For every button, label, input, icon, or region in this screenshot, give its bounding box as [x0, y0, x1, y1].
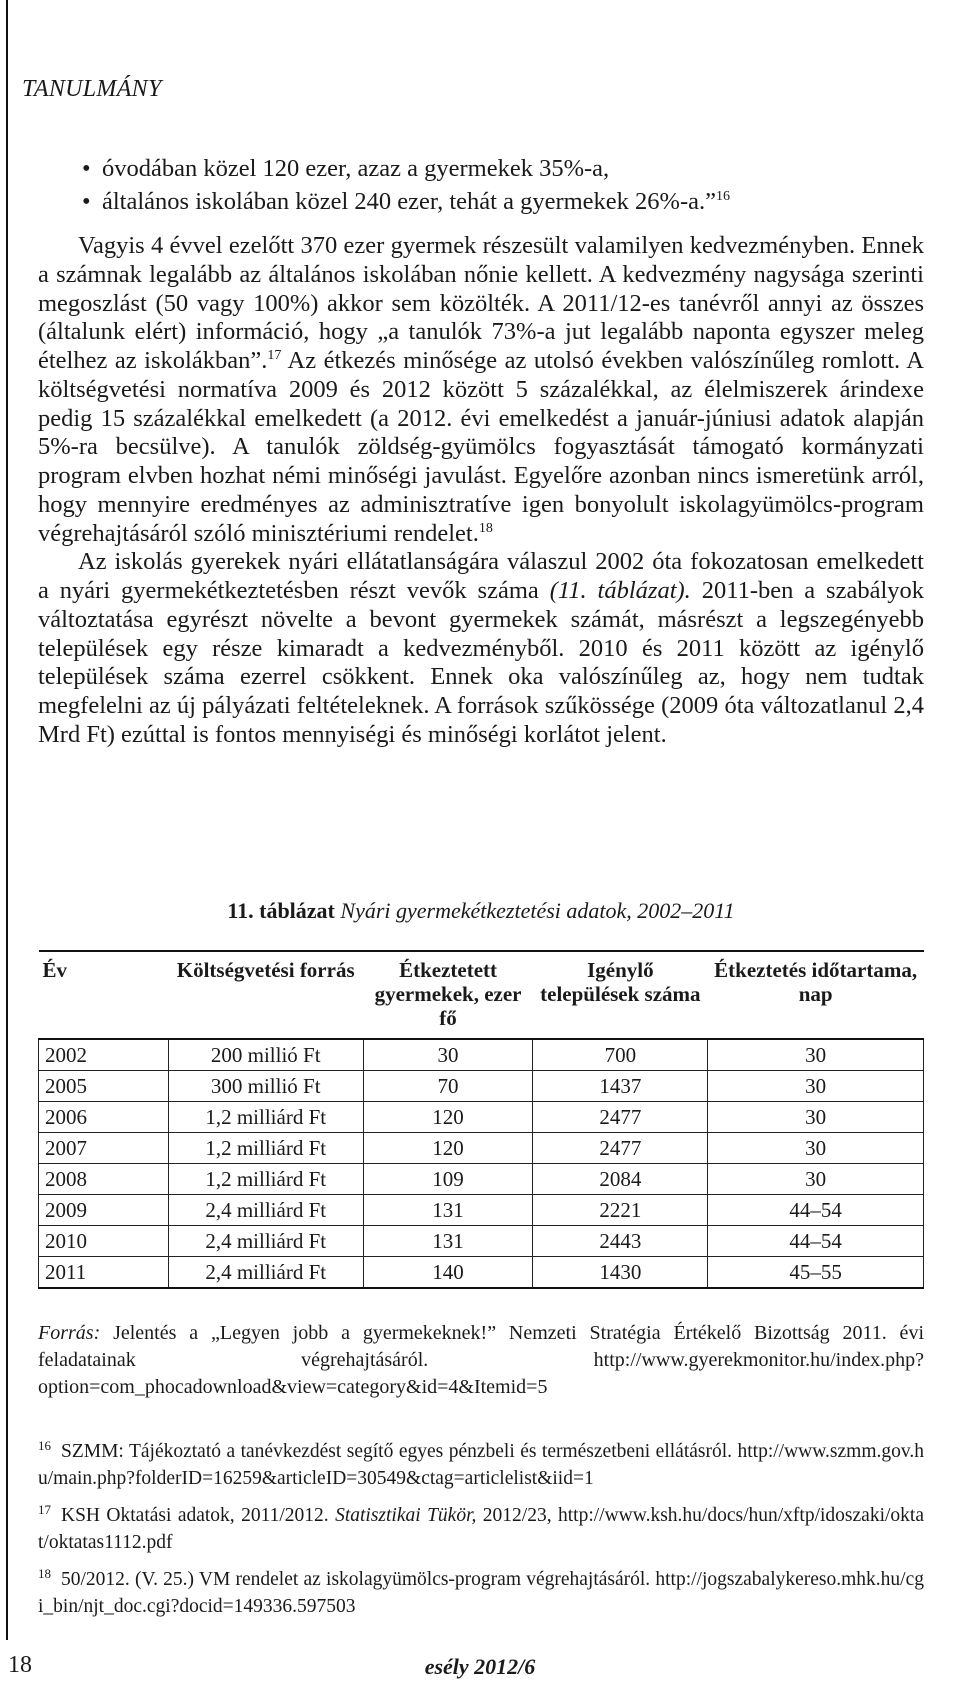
table-cell: 2005: [39, 1071, 169, 1102]
table-cell: 30: [708, 1102, 924, 1133]
table-cell: 44–54: [708, 1226, 924, 1257]
column-header: Étkeztetett gyermekek, ezer fő: [374, 958, 522, 1030]
table-cell: 120: [363, 1102, 533, 1133]
paragraph: [38, 548, 924, 749]
table-cell: 2007: [39, 1133, 169, 1164]
section-label: TANULMÁNY: [22, 76, 162, 102]
table-cell: 2,4 milliárd Ft: [168, 1257, 363, 1289]
table-cell: 2,4 milliárd Ft: [168, 1226, 363, 1257]
table-row: [39, 1226, 924, 1257]
table-cell: 1,2 milliárd Ft: [168, 1164, 363, 1195]
table-cell: 2002: [39, 1039, 169, 1071]
footnote-ref: 18: [478, 520, 493, 536]
table-reference: (11. táblázat).: [549, 577, 691, 604]
footnote-number: 16: [38, 1437, 51, 1453]
page-number: 18: [8, 1652, 32, 1678]
source-text: Jelentés a „Legyen jobb a gyermekeknek!” Nemzeti Stratégia Értékelő Bizottság 2011. évi feladatainak végrehajtásáról. http://www.gyerekmonitor.hu/index.php?option=com_phocadownload&view=category&id=4&Itemid=5: [38, 1322, 924, 1398]
footnote-ref: 16: [715, 188, 730, 204]
table-cell: 700: [533, 1039, 708, 1071]
column-header: Étkeztetés időtartama, nap: [714, 958, 918, 1006]
table-cell: 200 millió Ft: [168, 1039, 363, 1071]
bullet-text: óvodában közel 120 ezer, azaz a gyermekek 35%-a,: [102, 155, 610, 182]
table-header-row: [39, 951, 924, 1039]
bullet-item: [38, 185, 924, 218]
footnote-text: 2012/23, http://www.ksh.hu/docs/hun/xftp/idoszaki/oktat/oktatas1112.pdf: [38, 1505, 924, 1553]
column-header: Költségvetési forrás: [176, 958, 355, 982]
table-body: [39, 1039, 924, 1288]
column-header: Igénylő települések száma: [540, 958, 701, 1006]
table-row: [39, 1039, 924, 1071]
table-cell: 2221: [533, 1195, 708, 1226]
body-text: [38, 232, 924, 750]
table-row: [39, 1102, 924, 1133]
footnotes: [38, 1438, 924, 1630]
footnote-text: SZMM: Tájékoztató a tanévkezdést segítő egyes pénzbeli és természetbeni ellátásról. http://www.szmm.gov.hu/main.php?folderID=16259&articleID=30549&ctag=articlelist&iid=1: [38, 1441, 924, 1489]
table-cell: 131: [363, 1195, 533, 1226]
paragraph-text: Vagyis 4 évvel ezelőtt 370 ezer gyermek részesült valamilyen kedvezményben. Ennek a számnak legalább az általános iskolában nőnie kellett. A kedvezmény nagysága szerinti megoszlást (50 vagy 100%) akkor sem közölték. A 2011/12-es tanévről annyi az összes (általunk elért) információ, hogy „a tanulók 73%-a jut legalább naponta egyszer meleg ételhez az iskolákban”.: [38, 232, 924, 374]
table-source: [38, 1320, 924, 1401]
column-header: Év: [42, 958, 68, 982]
table-cell: 44–54: [708, 1195, 924, 1226]
data-table: [38, 950, 924, 1289]
table-cell: 45–55: [708, 1257, 924, 1289]
page-spine-rule: [6, 0, 8, 1640]
table-cell: 2477: [533, 1102, 708, 1133]
footnote: [38, 1566, 924, 1620]
table-cell: 30: [363, 1039, 533, 1071]
table-cell: 2084: [533, 1164, 708, 1195]
table-row: [39, 1195, 924, 1226]
bullet-list: [38, 152, 924, 218]
table-cell: 2477: [533, 1133, 708, 1164]
table-cell: 1,2 milliárd Ft: [168, 1133, 363, 1164]
footnote-italic: Statisztikai Tükör,: [335, 1505, 477, 1526]
footnote: [38, 1438, 924, 1492]
table-cell: 30: [708, 1039, 924, 1071]
table-cell: 109: [363, 1164, 533, 1195]
table-cell: 300 millió Ft: [168, 1071, 363, 1102]
table-cell: 70: [363, 1071, 533, 1102]
table-row: [39, 1164, 924, 1195]
table-row: [39, 1257, 924, 1289]
footnote-text: KSH Oktatási adatok, 2011/2012.: [61, 1505, 336, 1526]
table-cell: 2010: [39, 1226, 169, 1257]
table-cell: 140: [363, 1257, 533, 1289]
table-cell: 2009: [39, 1195, 169, 1226]
table-cell: 2443: [533, 1226, 708, 1257]
table-cell: 1,2 milliárd Ft: [168, 1102, 363, 1133]
paragraph: [38, 232, 924, 548]
bullet-text: általános iskolában közel 240 ezer, tehát a gyermekek 26%-a.”: [102, 188, 716, 215]
footnote-number: 18: [38, 1565, 51, 1581]
footnote-text: 50/2012. (V. 25.) VM rendelet az iskolagyümölcs-program végrehajtásáról. http://jogszabalykereso.mhk.hu/cgi_bin/njt_doc.cgi?docid=149336.597503: [38, 1569, 924, 1617]
footnote-ref: 17: [267, 347, 282, 363]
table-cell: 2006: [39, 1102, 169, 1133]
paragraph-text: Az étkezés minősége az utolsó években valószínűleg romlott. A költségvetési normatíva 2009 és 2012 között 5 százalékkal, az élelmiszerek árindexe pedig 15 százalékkal emelkedett (a 2012. évi emelkedést a január-júniusi adatok alapján 5%-ra becsülve). A tanulók zöldség-gyümölcs fogyasztását támogató kormányzati program elvben hozhat némi minőségi javulást. Egyelőre azonban nincs ismeretünk arról, hogy mennyire eredményes az adminisztratíve igen bonyolult iskolagyümölcs-program végrehajtásáról szóló minisztériumi rendelet.: [38, 347, 924, 547]
table-cell: 1430: [533, 1257, 708, 1289]
table-cell: 2,4 milliárd Ft: [168, 1195, 363, 1226]
journal-name: esély 2012/6: [424, 1654, 536, 1679]
paragraph-text: Az iskolás gyerekek nyári ellátatlanságára válaszul 2002 óta fokozatosan emelkedett a nyári gyermekétkeztetésben részt vevők száma: [38, 548, 924, 604]
table-cell: 30: [708, 1133, 924, 1164]
source-label: Forrás:: [38, 1322, 101, 1344]
table-row: [39, 1133, 924, 1164]
table-label: 11. táblázat: [227, 898, 335, 923]
bullet-item: [38, 152, 924, 185]
table-caption: [38, 898, 924, 924]
table-cell: 2008: [39, 1164, 169, 1195]
table-cell: 120: [363, 1133, 533, 1164]
footnote-number: 17: [38, 1501, 51, 1517]
paragraph-text: 2011-ben a szabályok változtatása egyrészt növelte a bevont gyermekek számát, másrészt a legszegényebb települések egy része kimaradt a kedvezményből. 2010 és 2011 között az igénylő települések száma ezerrel csökkent. Ennek oka valószínűleg az, hogy nem tudtak megfelelni az új pályázati feltételeknek. A források szűkössége (2009 óta változatlanul 2,4 Mrd Ft) ezúttal is fontos mennyiségi és minőségi korlátot jelent.: [38, 577, 925, 748]
table-cell: 30: [708, 1071, 924, 1102]
footnote: [38, 1502, 924, 1556]
table-row: [39, 1071, 924, 1102]
table-cell: 131: [363, 1226, 533, 1257]
table-cell: 2011: [39, 1257, 169, 1289]
table-title: Nyári gyermekétkeztetési adatok, 2002–2011: [340, 898, 735, 923]
table-cell: 1437: [533, 1071, 708, 1102]
table-cell: 30: [708, 1164, 924, 1195]
